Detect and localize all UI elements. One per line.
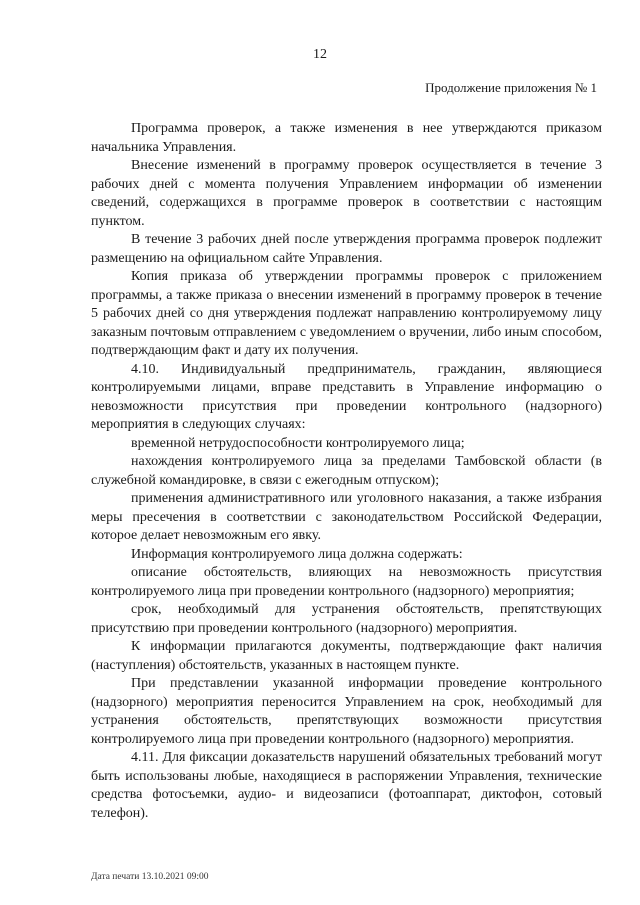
paragraph: К информации прилагаются документы, подтверждающие факт наличия (наступления) обстоятельств, указанных в настоящем пункте. [91,639,602,673]
paragraph: 4.10. Индивидуальный предприниматель, гражданин, являющиеся контролируемыми лицами, вправе представить в Управление информацию о невозможности присутствия при проведении контрольного (надзорного) мероприятия в следующих случаях: [91,361,602,432]
paragraph: описание обстоятельств, влияющих на невозможность присутствия контролируемого лица при проведении контрольного (надзорного) мероприятия; [91,565,602,599]
document-body [91,120,602,823]
paragraph: Внесение изменений в программу проверок осуществляется в течение 3 рабочих дней с момента получения Управлением информации об изменении сведений, содержащихся в программе проверок в соответствии с настоящим пунктом. [91,158,602,229]
paragraph: временной нетрудоспособности контролируемого лица; [131,435,465,451]
paragraph: нахождения контролируемого лица за пределами Тамбовской области (в служебной командировке, в связи с ежегодным отпуском); [91,454,602,488]
paragraph: Копия приказа об утверждении программы проверок с приложением программы, а также приказа о внесении изменений в программу проверок в течение 5 рабочих дней со дня утверждения подлежат направлению контролируемому лицу заказным почтовым отправлением с уведомлением о вручении, либо иным способом, подтверждающим факт и дату их получения. [91,269,602,358]
paragraph: Программа проверок, а также изменения в нее утверждаются приказом начальника Управления. [91,121,602,155]
paragraph: применения административного или уголовного наказания, а также избрания меры пресечения в соответствии с законодательством Российской Федерации, которое делает невозможным его явку. [91,491,602,543]
appendix-note: Продолжение приложения № 1 [425,80,597,95]
page-number: 12 [313,47,327,62]
paragraph: Информация контролируемого лица должна содержать: [131,546,463,562]
print-date-footer: Дата печати 13.10.2021 09:00 [91,872,209,882]
paragraph: срок, необходимый для устранения обстоятельств, препятствующих присутствию при проведении контрольного (надзорного) мероприятия. [91,602,602,636]
paragraph: 4.11. Для фиксации доказательств нарушений обязательных требований могут быть использованы любые, находящиеся в распоряжении Управления, технические средства фотосъемки, аудио- и видеозаписи (фотоаппарат, диктофон, сотовый телефон). [91,750,602,821]
paragraph: При представлении указанной информации проведение контрольного (надзорного) мероприятия переносится Управлением на срок, необходимый для устранения обстоятельств, препятствующих возможности присутствия контролируемого лица при проведении контрольного (надзорного) мероприятия. [91,676,602,747]
paragraph: В течение 3 рабочих дней после утверждения программа проверок подлежит размещению на официальном сайте Управления. [91,232,602,266]
